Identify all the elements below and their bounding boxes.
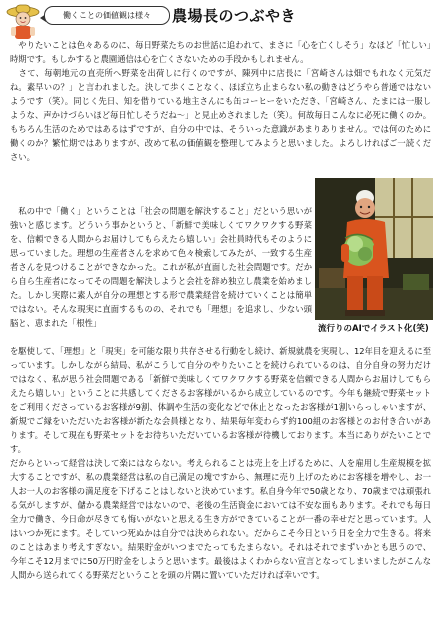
- values-section: [10, 204, 312, 330]
- page-title: 農場長のつぶやき: [172, 7, 297, 25]
- intro-paragraph: やりたいことは色々あるのに、毎日野菜たちのお世話に追われて、まさに「心を亡くしそう」なほど「忙しい」時期です。もしかすると農園通信は心を亡くさないための手段かもしれません。 さて、毎朝地元の直売所へ野菜を出荷しに行くのですが、陳列中に店長に「宮崎さんは畑でもれなく元気だね。素早いの？」と言われました。決して歩くことなく、ほぼ立ち止まらない私の動きはどうやら普通ではないようです（笑）。同じく先日、知を借りている地主さんにも缶コーヒーをいただき、「宮崎さん、たまには一服しような、声かけづらいほど毎日忙しそうだね～」と見止めされました（笑）。何故毎日こんなに必死に働くのか。もちろん生活のためではあるはずですが、自分の中では、そういった意識があまりありません。では何のために働くのか？繁忙期ではありますが、改めて私の価値観を整理してみようと思いました。よろしければご一読ください。: [10, 40, 431, 162]
- intro-section: [10, 38, 431, 164]
- speech-bubble: 働くことの価値観は様々: [44, 6, 170, 25]
- values-paragraph: 私の中で「働く」ということは「社会の問題を解決すること」だという思いが強いと感じます。どういう事かというと、「新鮮で美味しくてワクワクする野菜を、信頼できる人間からお届けしてもらえたら嬉しい」会社員時代もそのように思っていました。理想の生産者さんを求めて色々検索してみたが、一致する生産者さんを見つけることができなかった。これが私が直面した社会問題です。だから自ら生産者になってその問題を解決しようと会社を辞め独立し農業を始めました。しかし実際に素人が自分の理想とする形で農業経営を続けていくことは簡単ではない。そんな現実に直面するものの、それでも「理想」を追求し、少ない頭脳と、恵まれた「根性」: [10, 206, 312, 328]
- farmer-illustration: [315, 178, 433, 320]
- farmer-avatar-icon: [6, 2, 40, 40]
- column-header: [0, 0, 441, 40]
- farmer-with-cabbage-illustration-icon: [315, 178, 433, 320]
- illustration-caption: 流行りのAIでイラスト化(笑): [318, 324, 429, 334]
- closing-section: [10, 344, 431, 582]
- closing-paragraph: を駆使して、「理想」と「現実」を可能な限り共存させる行動をし続け、新規就農を実現し、12年目を迎えるに至っています。しかしながら結局、私がこうして自分のやりたいことを続けられているのは、自分自身の努力だけではなく、私が思う社会問題である「新鮮で美味しくてワクワクする野菜を信頼できる人間からお届けしてもらえたら嬉しい」ということに共感してくださるお客様がいるから成立しているのです。今年も継続で野菜セットをご利用くださっているお客様が9割、体調や生活の変化などで休止となったお客様が1割いらっしゃいますが、新規でご縁をいただいたお客様が新たな会員様となり、結果毎年変わらず約100組のお客様とのお付き合いがあります。そして現在も野菜セットをお待ちいただいているお客様が待機しております。本当にありがたいことです。 だからといって経営は決して楽にはならない。考えられることは売上を上げるために、人を雇用し生産規模を拡大することですが、私の農業経営は私の自己満足の塊ですから、無理に売り上げのためにお客様を増やし、お一人お一人のお客様の満足度を下げることはしないと決めています。私自身今年で50歳となり、70歳までは頑張れる気がしますが、儲かる農業経営ではないので、老後の生活資金においては不安な面もあります。それでも毎日全力で働き、今日命が尽きても悔いがないと思える生き方ができていることが一番の幸せだと思っています。人はいつか死にます。そしていつ死ぬかは自分では決められない。だからこそ今日という日を全力で生きる。将来のことはあまり考えすぎない。結果貯金がいつまでたってもたまらない。それはそれでまずいかとも思うので、今年こそ12月までに50万円貯金をしようと思います。最後はよくわからない宣言となってしまいましたがこんな人間から送られてくる野菜だということを頭の片隅に置いていただければ幸いです。: [10, 346, 431, 580]
